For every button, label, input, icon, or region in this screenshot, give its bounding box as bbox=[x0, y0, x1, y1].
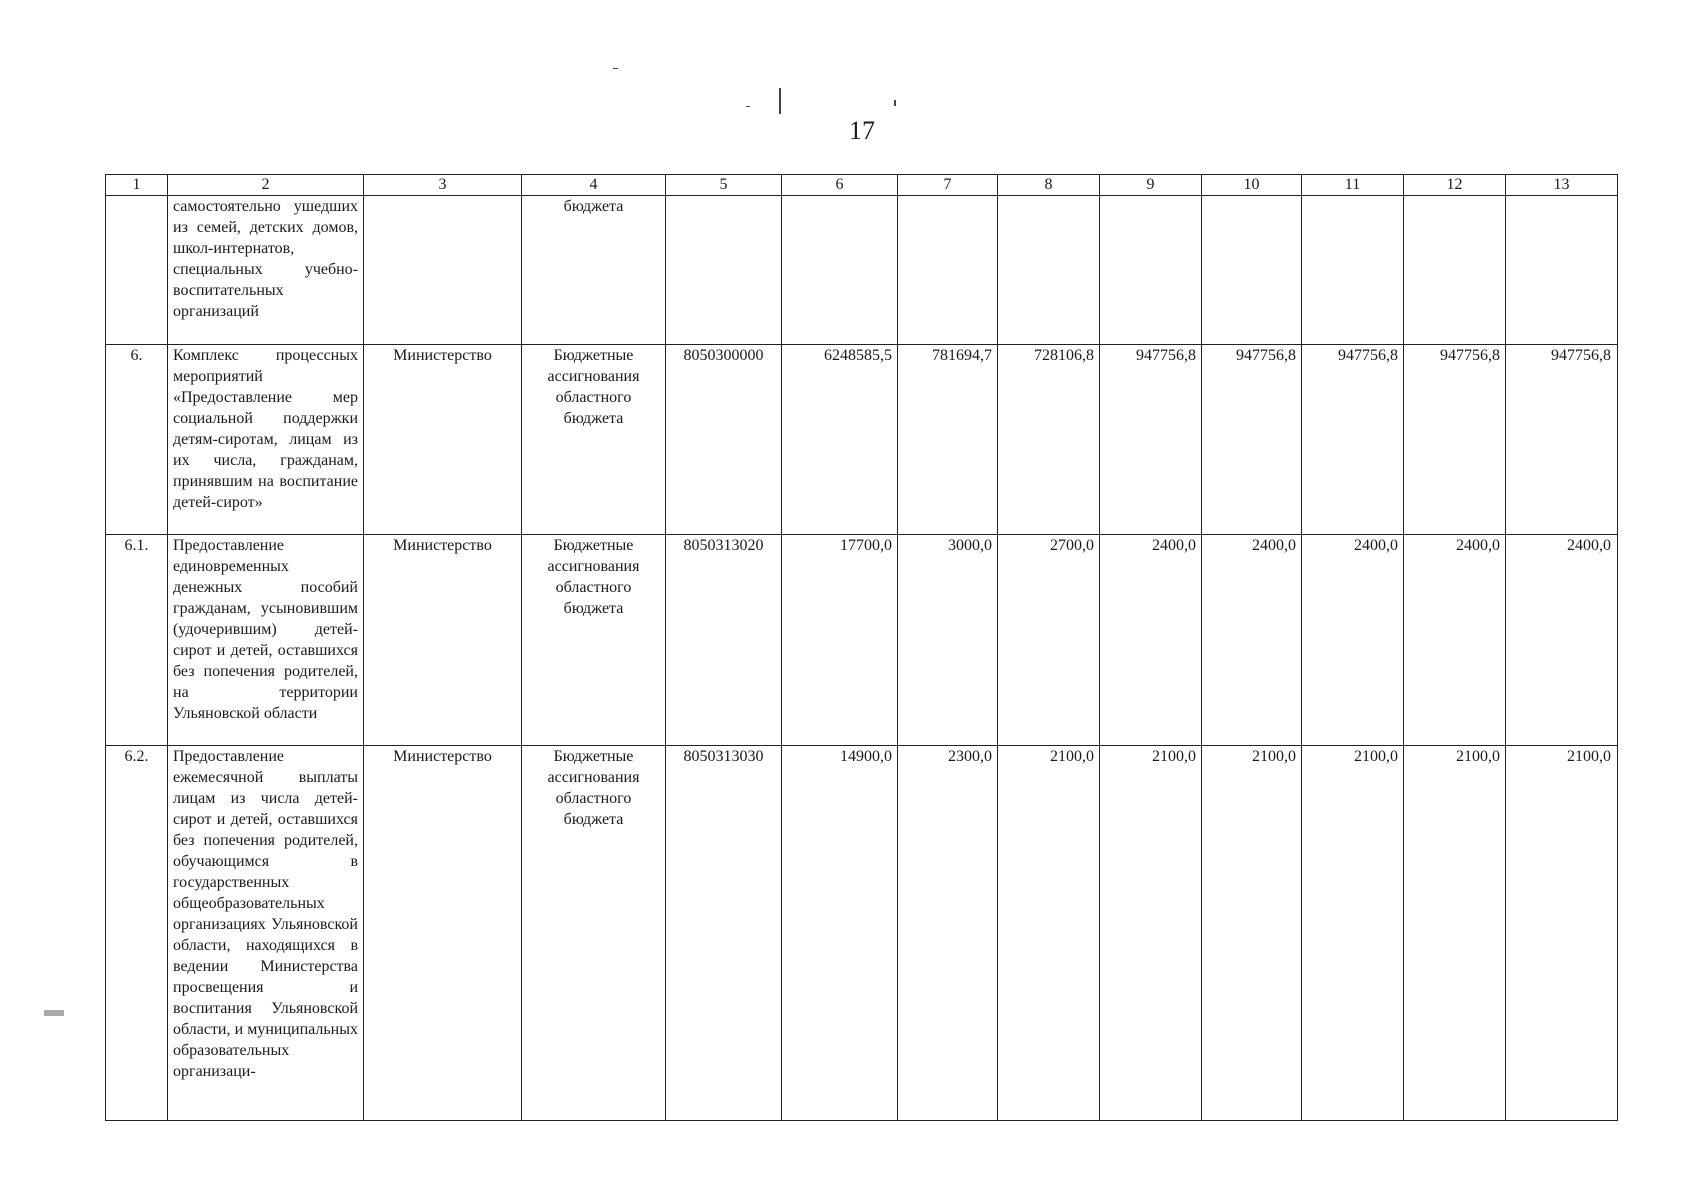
scan-mark bbox=[779, 88, 781, 114]
measure-name: Комплекс процессных мероприятий «Предоставление мер социальной поддержки детям-сиротам, лицам из их числа, гражданам, принявшим на воспитание детей-сирот» bbox=[168, 345, 364, 535]
executor: Министерство bbox=[364, 535, 522, 746]
value-cell bbox=[1506, 196, 1618, 345]
header-cell: 11 bbox=[1302, 175, 1404, 196]
row-number bbox=[106, 196, 168, 345]
value-cell: 2400,0 bbox=[1202, 535, 1302, 746]
value-cell: 3000,0 bbox=[898, 535, 998, 746]
header-cell: 10 bbox=[1202, 175, 1302, 196]
executor: Министерство bbox=[364, 746, 522, 1121]
executor: Министерство bbox=[364, 345, 522, 535]
header-cell: 3 bbox=[364, 175, 522, 196]
header-cell: 1 bbox=[106, 175, 168, 196]
value-cell bbox=[998, 196, 1100, 345]
value-cell: 947756,8 bbox=[1100, 345, 1202, 535]
table-row bbox=[106, 345, 1618, 535]
budget-code: 8050300000 bbox=[666, 345, 782, 535]
scan-mark bbox=[44, 1010, 64, 1016]
value-cell: 17700,0 bbox=[782, 535, 898, 746]
scan-mark bbox=[746, 106, 750, 107]
value-cell: 2400,0 bbox=[1100, 535, 1202, 746]
value-cell: 2300,0 bbox=[898, 746, 998, 1121]
value-cell: 2100,0 bbox=[1202, 746, 1302, 1121]
value-cell: 2100,0 bbox=[1302, 746, 1404, 1121]
value-cell: 2400,0 bbox=[1404, 535, 1506, 746]
value-cell: 14900,0 bbox=[782, 746, 898, 1121]
value-cell: 2100,0 bbox=[1100, 746, 1202, 1121]
header-cell: 2 bbox=[168, 175, 364, 196]
executor bbox=[364, 196, 522, 345]
header-row bbox=[106, 175, 1618, 196]
value-cell: 947756,8 bbox=[1506, 345, 1618, 535]
value-cell: 728106,8 bbox=[998, 345, 1100, 535]
header-cell: 13 bbox=[1506, 175, 1618, 196]
value-cell: 947756,8 bbox=[1302, 345, 1404, 535]
value-cell: 2100,0 bbox=[1506, 746, 1618, 1121]
value-cell bbox=[1100, 196, 1202, 345]
value-cell: 2400,0 bbox=[1302, 535, 1404, 746]
header-cell: 12 bbox=[1404, 175, 1506, 196]
value-cell: 2100,0 bbox=[1404, 746, 1506, 1121]
value-cell bbox=[1404, 196, 1506, 345]
row-number: 6.2. bbox=[106, 746, 168, 1121]
measure-name: Предоставление ежемесячной выплаты лицам из числа детей-сирот и детей, оставшихся без попечения родителей, обучающимся в государственных общеобразовательных организациях Ульяновской области, находящихся в ведении Министерства просвещения и воспитания Ульяновской области, и муниципальных образовательных организаци- bbox=[168, 746, 364, 1121]
value-cell: 781694,7 bbox=[898, 345, 998, 535]
page-number: 17 bbox=[849, 116, 875, 145]
header-cell: 6 bbox=[782, 175, 898, 196]
value-cell: 6248585,5 bbox=[782, 345, 898, 535]
value-cell: 2400,0 bbox=[1506, 535, 1618, 746]
funding-source: бюджета bbox=[522, 196, 666, 345]
value-cell bbox=[1202, 196, 1302, 345]
header-cell: 8 bbox=[998, 175, 1100, 196]
header-cell: 7 bbox=[898, 175, 998, 196]
scan-mark bbox=[894, 100, 896, 106]
measure-name: Предоставление единовременных денежных пособий гражданам, усыновившим (удочерившим) детей-сирот и детей, оставшихся без попечения родителей, на территории Ульяновской области bbox=[168, 535, 364, 746]
value-cell bbox=[782, 196, 898, 345]
value-cell: 2700,0 bbox=[998, 535, 1100, 746]
value-cell: 947756,8 bbox=[1404, 345, 1506, 535]
budget-table bbox=[105, 174, 1618, 1121]
header-cell: 5 bbox=[666, 175, 782, 196]
table-row bbox=[106, 535, 1618, 746]
scan-mark bbox=[613, 68, 618, 69]
row-number: 6. bbox=[106, 345, 168, 535]
value-cell bbox=[898, 196, 998, 345]
value-cell bbox=[1302, 196, 1404, 345]
table-row bbox=[106, 196, 1618, 345]
funding-source: Бюджетные ассигнования областного бюджета bbox=[522, 535, 666, 746]
header-cell: 4 bbox=[522, 175, 666, 196]
row-number: 6.1. bbox=[106, 535, 168, 746]
budget-code: 8050313020 bbox=[666, 535, 782, 746]
budget-code: 8050313030 bbox=[666, 746, 782, 1121]
table-row bbox=[106, 746, 1618, 1121]
funding-source: Бюджетные ассигнования областного бюджета bbox=[522, 746, 666, 1121]
budget-code bbox=[666, 196, 782, 345]
funding-source: Бюджетные ассигнования областного бюджета bbox=[522, 345, 666, 535]
measure-name: самостоятельно ушедших из семей, детских домов, школ-интернатов, специальных учебно-воспитательных организаций bbox=[168, 196, 364, 345]
header-cell: 9 bbox=[1100, 175, 1202, 196]
value-cell: 2100,0 bbox=[998, 746, 1100, 1121]
value-cell: 947756,8 bbox=[1202, 345, 1302, 535]
